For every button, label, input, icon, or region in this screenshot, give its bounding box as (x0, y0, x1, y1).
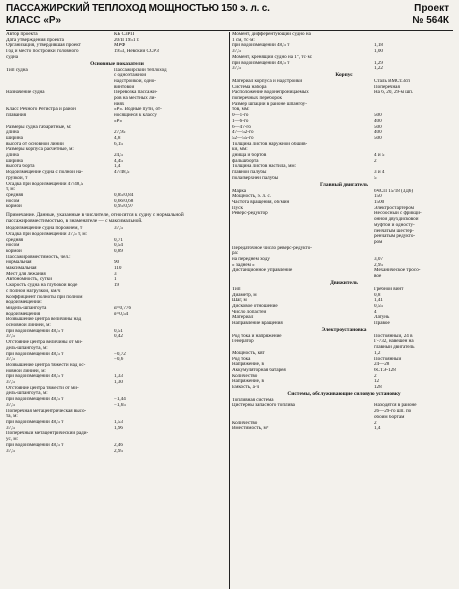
spec-value: 1,4 (374, 426, 381, 432)
spec-label: Тип (232, 286, 241, 292)
spec-value: −0,6 (114, 357, 124, 363)
spec-value: 2 (374, 158, 377, 164)
spec-value: 0,55 (374, 303, 383, 309)
spec-label: Момент, дифферентующий судно на (232, 32, 311, 37)
spec-label (232, 274, 374, 280)
spec-label: Напряжение, в (232, 362, 264, 368)
spec-label: при водоизмещении 48,5 т (6, 397, 64, 403)
spec-label: Материал корпуса и надстройки (232, 78, 303, 84)
spec-label: Отстояние центра величины от ми- (6, 340, 83, 346)
spec-label: 1 см, тс·м: (232, 37, 255, 43)
spec-label: Отстояние центра тяжести от ми- (6, 385, 79, 391)
spec-value: 47/48,5 (114, 170, 130, 176)
spec-label: высота борта (6, 164, 35, 170)
spec-label: фальшборта (232, 158, 259, 164)
spec-value: 4,8 (114, 135, 121, 141)
spec-label: Размеры судна габаритные, м: (6, 124, 72, 130)
spec-label: пола/верхней палубы (232, 175, 279, 181)
spec-label: Назначение судна (6, 90, 45, 96)
spec-value: Г-732, навешен на (374, 339, 414, 345)
section-heading: Движитель (330, 279, 358, 286)
spec-label: носом (6, 243, 20, 249)
spec-value: 2 (374, 373, 377, 379)
spec-label: Класс Речного Регистра и район (6, 107, 76, 113)
spec-label: при водоизмещении 48,5 т (6, 420, 64, 425)
right-column (232, 32, 456, 589)
spec-value: δ=0,54 (114, 311, 129, 317)
spec-label: при водоизмещении 48,5 т (6, 374, 64, 380)
spec-value: ров на местных ли- (114, 96, 157, 102)
spec-value: 1,18 (374, 43, 383, 49)
spec-label: 37,5 (6, 425, 15, 431)
spec-value: 4 и 5 (374, 153, 385, 159)
spec-label: Размеры корпуса расчетные, м: (6, 147, 74, 153)
spec-label: Род тока (232, 356, 251, 362)
spec-label: высота от основной линии (6, 141, 64, 147)
spec-label: поперечных переборок (232, 96, 282, 102)
spec-label: Тип судна (6, 67, 28, 73)
spec-label: плавания (6, 113, 26, 119)
spec-label: 37,5 (6, 448, 15, 454)
spec-row (232, 176, 456, 182)
spec-label: 0—1-го (232, 113, 249, 119)
spec-value: 400 (374, 130, 382, 136)
spec-label: 37,5 (6, 334, 15, 340)
spec-value: винтовой (114, 84, 135, 90)
spec-label: Дата утверждения проекта (6, 37, 64, 43)
spec-value: Постоянный, 24 в (374, 333, 413, 339)
spec-value: 1500 (374, 199, 385, 205)
spec-label: Дисковое отношение (232, 303, 278, 309)
spec-label: мидель-шпангоута (6, 305, 47, 311)
spec-value: Несоосный с фрикци- (374, 211, 422, 217)
spec-label: Мощность, э. л. с. (232, 194, 271, 200)
spec-value: 400 (374, 118, 382, 124)
spec-value: Постоянный (374, 356, 402, 362)
spec-label: Толщина листов наружной обшив- (232, 141, 308, 147)
spec-value: 3 (114, 271, 117, 277)
spec-value: 110 (114, 266, 122, 272)
spec-value: α=0,776 (114, 305, 132, 311)
spec-label: Цистерны запасного топлива (232, 403, 295, 409)
project-number: № 564К (412, 15, 449, 26)
spec-label: 47—52-го (232, 130, 254, 136)
spec-value: 500 (374, 135, 382, 141)
spec-value: с одноэтажной (114, 73, 147, 79)
spec-value: 26—29-го шп. по (374, 409, 412, 415)
spec-label: судна (6, 54, 18, 60)
spec-label: Вместимость, м³ (232, 426, 269, 432)
spec-label: Напряжение, в (232, 379, 264, 385)
spec-label: Дистанционное управление (232, 268, 293, 274)
spec-label: Размер шпации в районе шпангоу- (232, 101, 307, 107)
spec-label: Поперечный метацентрический ради- (6, 431, 89, 437)
spec-label: Система набора (232, 84, 267, 90)
spec-label: нормальная (6, 260, 32, 266)
spec-value: КБ СЗРП (114, 32, 135, 37)
spec-value: 3 и 4 (374, 170, 385, 176)
spec-label: ширина (6, 158, 23, 164)
spec-value: 19 (114, 283, 120, 289)
class-label: КЛАСС «Р» (6, 15, 62, 26)
spec-label: Водоизмещение судна порожнем, т (6, 226, 83, 232)
spec-label: носом (6, 198, 20, 204)
spec-value: 24—28 (374, 362, 390, 368)
section-heading: Электроустановка (321, 326, 367, 333)
spec-row (6, 204, 228, 210)
spec-value: пенчатым шестер- (374, 228, 414, 234)
spec-label: Автономность, сутки (6, 277, 52, 283)
spec-value: −1,65 (114, 402, 126, 408)
spec-label: Частота вращения, об/мин (232, 199, 290, 205)
spec-label: Передаточное число реверс-редукто- (232, 245, 312, 251)
spec-label: главной палубы (232, 170, 267, 176)
spec-label: 37,5 (6, 380, 15, 386)
spec-label: с полной нагрузкой, км/ч (6, 288, 61, 294)
spec-value: ром (374, 239, 383, 245)
spec-value: 1,33 (114, 374, 123, 380)
spec-label: днища и бортов (232, 153, 267, 159)
spec-row (232, 385, 456, 391)
spec-label: ра: (232, 251, 239, 257)
spec-value: 1,53 (114, 420, 123, 425)
spec-label: 37,5 (232, 66, 241, 72)
spec-label: кормой (6, 204, 22, 210)
spec-value: 1,4 (114, 164, 121, 170)
spec-label: Пассажировместимость, чел.: (6, 254, 71, 260)
spec-value: обоим бортам (374, 414, 405, 420)
section-heading: Основные показатели (90, 60, 144, 67)
spec-value: 1,00 (374, 49, 383, 55)
spec-value: 0,71 (114, 237, 123, 243)
spec-value: Пассажирский теплоход (114, 67, 167, 73)
spec-value: 0,8 (374, 292, 381, 298)
spec-value: 6СТЭ-128 (374, 367, 396, 373)
spec-label: Генератор (232, 339, 254, 345)
spec-value: 0,66/0,68 (114, 198, 134, 204)
spec-label: 37,5 (6, 402, 15, 408)
spec-value: 500 (374, 124, 382, 130)
spec-value: На 6, 20, 29-м шп. (374, 90, 414, 96)
spec-value: 2,95 (114, 448, 123, 454)
spec-value: вое (374, 274, 382, 280)
spec-label: Мест для лежания (6, 271, 46, 277)
spec-label: кормой (6, 248, 22, 254)
spec-value: носящиеся к классу (114, 113, 157, 119)
spec-value: 1 (114, 277, 117, 283)
spec-label: Осадка при водоизмещении 47/48,5 (6, 181, 84, 187)
spec-label: Число лопастей (232, 309, 267, 315)
spec-value: 1,96 (114, 425, 123, 431)
spec-label: водоизмещении: (6, 300, 42, 306)
project-label: Проект (414, 3, 449, 14)
spec-value: Механическое тросо- (374, 268, 421, 274)
spec-label: при водоизмещении 48,5 т (232, 43, 290, 49)
spec-value: Гребной винт (374, 286, 404, 292)
spec-label: Поперечная метацентрическая высо- (6, 408, 87, 414)
spec-value: надстройкой, одно- (114, 78, 156, 84)
spec-label: Автор проекта (6, 32, 38, 37)
spec-label: ки, мм: (232, 147, 248, 153)
spec-row (232, 426, 456, 432)
spec-value: 128 (374, 385, 382, 391)
spec-value: 4,45 (114, 158, 123, 164)
spec-label: на переднем ходу (232, 257, 270, 263)
spec-value: онной двухдисковой (374, 217, 419, 223)
spec-value: 0,54 (114, 243, 123, 249)
spec-label: Момент, кренящий судно на 1°, тс·м: (232, 54, 313, 60)
spec-label: длина (6, 130, 19, 136)
spec-value: 0,95/0,97 (114, 204, 134, 210)
spec-value: ниях (114, 101, 125, 107)
spec-label: Реверс-редуктор (232, 211, 268, 217)
spec-label: основной линией, м: (6, 323, 51, 329)
spec-label: Пуск (232, 205, 243, 211)
spec-label: Шаг, м (232, 298, 247, 304)
spec-label: при водоизмещении 48,5 т (6, 351, 64, 357)
section-heading: Системы, обслуживающие силовую установку (287, 390, 401, 397)
spec-label: Возвышение центра величины над (6, 317, 82, 323)
spec-label: средняя (6, 237, 24, 243)
spec-label: Марка (232, 188, 246, 194)
spec-label: дель-шпангоута, м: (6, 391, 48, 397)
spec-label: длина (6, 153, 19, 159)
spec-value: 0,51 (114, 328, 123, 334)
spec-row (232, 321, 456, 327)
spec-label: Коэффициент полноты при полном (6, 294, 83, 300)
spec-label: максимальная (6, 266, 37, 272)
section-heading: Главный двигатель (320, 181, 368, 188)
spec-value: 37,5 (114, 226, 123, 232)
spec-value: 0,42 (114, 334, 123, 340)
spec-value: 0,85/0,84 (114, 192, 134, 198)
spec-label: грузкой, т (6, 175, 28, 181)
spec-value: 4 (374, 309, 377, 315)
spec-label: дель-шпангоута, м: (6, 345, 48, 351)
spec-value: −0,72 (114, 351, 126, 357)
spec-value: МРФ (114, 43, 126, 49)
spec-label: ус, м: (6, 437, 18, 443)
spec-value: 24,5 (114, 153, 123, 159)
spec-label: 1—6-го (232, 118, 249, 124)
spec-value: 27,95 (114, 130, 126, 136)
spec-row (6, 55, 228, 61)
spec-value: 0,89 (114, 248, 123, 254)
spec-value: 150 (374, 194, 382, 200)
spec-value: 12 (374, 379, 380, 385)
spec-value: 1,29 (374, 60, 383, 66)
spec-label: Возвышение центра тяжести над ос- (6, 362, 86, 368)
spec-label: Аккумуляторная батарея (232, 367, 286, 373)
spec-label: Топливная система (232, 397, 274, 403)
spec-value: Латунь (374, 315, 390, 321)
spec-value: Находятся в районе (374, 403, 417, 409)
spec-label: Скорость судна на глубокой воде (6, 283, 78, 289)
spec-value: Электростартером (374, 205, 415, 211)
spec-label: ширина (6, 135, 23, 141)
spec-label: при водоизмещении 48,5 т (6, 442, 64, 448)
section-heading: Корпус (335, 71, 353, 78)
spec-value: Сталь ВМСт.3сп (374, 78, 410, 84)
footnote: Примечание. Данные, указанные в числителе, относятся к судну с нормальной пассажировместимостью, в знаменателе — с максимальной. (6, 212, 184, 225)
spec-value: 1,2 (374, 350, 381, 356)
spec-label: 6—47-го (232, 124, 251, 130)
spec-label: т, м: (6, 187, 16, 193)
header-rule (6, 30, 453, 31)
spec-label: 52—55-го (232, 135, 254, 141)
spec-label: Мощность, квт (232, 350, 265, 356)
spec-label: 37,5 (6, 357, 15, 363)
spec-value: 6ЧСП 15/18 (3Д6) (374, 188, 414, 194)
spec-label: при водоизмещении 48,5 т (232, 60, 290, 66)
spec-label: средняя (6, 192, 24, 198)
spec-row (6, 449, 228, 455)
spec-value: 6,15 (114, 141, 123, 147)
spec-label: Количество (232, 420, 258, 426)
spec-value: 500 (374, 113, 382, 119)
spec-value: Перевозка пассажи- (114, 90, 158, 96)
spec-value: 1,41 (374, 298, 383, 304)
spec-value: Правое (374, 321, 390, 327)
spec-label: Осадка при водоизмещении 37,5 т, м: (6, 231, 87, 237)
spec-label: водоизмещения (6, 311, 41, 317)
spec-label: Род тока и напряжение (232, 333, 282, 339)
spec-label: Емкость, а·ч (232, 385, 260, 391)
spec-value: «Р». Водные пути, от- (114, 107, 162, 113)
spec-value: 90 (114, 260, 120, 266)
column-divider (229, 32, 230, 589)
spec-value: «Р» (114, 118, 123, 124)
spec-label: Материал (232, 315, 254, 321)
spec-label: » заднем » (232, 262, 255, 268)
spec-value: муфтой и односту- (374, 222, 415, 228)
spec-label: Водоизмещение судна с полной на- (6, 170, 83, 176)
spec-label: Диаметр, м (232, 292, 257, 298)
spec-value: −1,44 (114, 397, 126, 403)
spec-value: 2 (374, 420, 377, 426)
spec-value: 1953, Невский ССРЗ (114, 49, 159, 55)
left-column (6, 32, 228, 589)
page-header (6, 3, 453, 29)
spec-label: новной линией, м: (6, 368, 46, 374)
spec-label: Организация, утвердившая проект (6, 43, 81, 49)
spec-value: 2,46 (114, 442, 123, 448)
spec-label: при водоизмещении 48,5 т (6, 328, 64, 334)
spec-value: 1,30 (114, 380, 123, 386)
spec-value: ренчатым редукто- (374, 234, 416, 240)
spec-value: 2,95 (374, 262, 383, 268)
spec-label: 37,5 (232, 49, 241, 55)
spec-value: 1,22 (374, 66, 383, 72)
spec-row (232, 274, 456, 280)
spec-value: 3,07 (374, 257, 383, 263)
spec-label: Количество (232, 373, 258, 379)
document-title: ПАССАЖИРСКИЙ ТЕПЛОХОД МОЩНОСТЬЮ 150 э. л. с. (6, 3, 270, 14)
spec-label: Расположение водонепроницаемых (232, 90, 309, 96)
spec-value (114, 55, 228, 61)
spec-label: та, м: (6, 414, 18, 420)
spec-label: тов, мм: (232, 107, 250, 113)
spec-value: Поперечная (374, 84, 400, 90)
spec-label: Толщина листов настила, мм: (232, 164, 296, 170)
spec-value: главный двигатель (374, 345, 415, 351)
spec-label: Направление вращения (232, 321, 283, 327)
spec-label: Год и место постройки головного (6, 49, 79, 55)
spec-value: 20/II 1951 г. (114, 37, 140, 43)
spec-value: 5 (374, 175, 377, 181)
